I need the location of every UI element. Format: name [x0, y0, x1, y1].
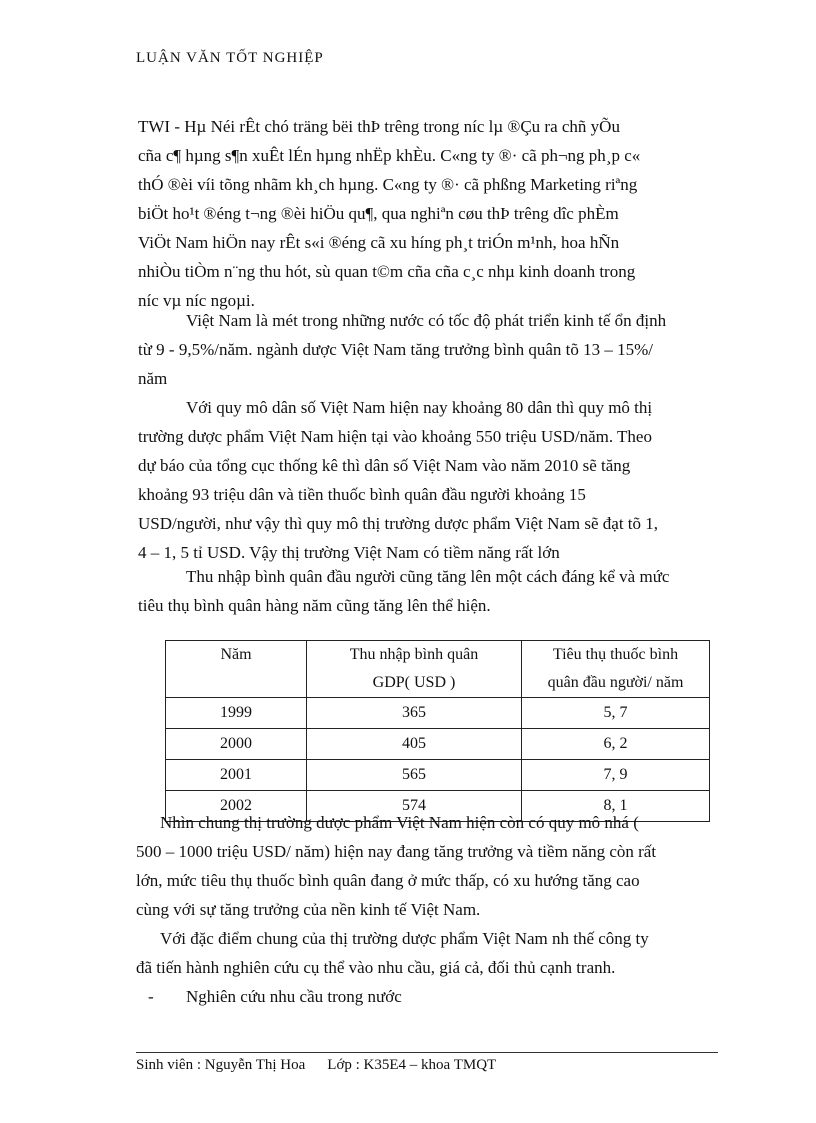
- paragraph-line: Thu nhập bình quân đầu người cũng tăng lên một cách đáng kể và mức: [186, 567, 670, 586]
- table-cell-income: 405: [307, 729, 522, 760]
- table-header-text: Tiêu thụ thuốc bình: [552, 646, 679, 663]
- footer-student: Sinh viên : Nguyễn Thị Hoa: [136, 1057, 306, 1073]
- table-cell-consumption: 5, 7: [522, 698, 710, 729]
- table-header-text: GDP( USD ): [372, 674, 456, 691]
- table-row: [166, 698, 710, 729]
- paragraph-line: cña c¶ hµng s¶n xuÊt lÉn hµng nhËp khÈu. C«ng ty ®· cã ph¬ng ph¸p c«: [138, 146, 641, 165]
- footer-divider: [136, 1052, 718, 1053]
- paragraph-line: nhiÒu tiÒm n¨ng thu hót, sù quan t©m cña cña c¸c nhµ kinh doanh trong: [138, 262, 636, 281]
- paragraph-line: Với quy mô dân số Việt Nam hiện nay khoảng 80 dân thì quy mô thị: [186, 398, 653, 417]
- paragraph-line: đã tiến hành nghiên cứu cụ thể vào nhu cầu, giá cả, đối thủ cạnh tranh.: [136, 958, 616, 977]
- table-header-text: quân đầu người/ năm: [547, 674, 684, 691]
- table-header-year: [166, 641, 307, 698]
- paragraph-line: ViÖt Nam hiÖn nay rÊt s«i ®éng cã xu híng ph¸t triÓn m¹nh, hoa hÑn: [138, 233, 620, 252]
- page-header-title: LUẬN VĂN TỐT NGHIỆP: [136, 50, 324, 66]
- footer-class: Lớp : K35E4 – khoa TMQT: [327, 1057, 497, 1073]
- paragraph-line: TWI - Hµ Néi rÊt chó träng bëi thÞ trêng trong níc lµ ®Çu ra chñ yÕu: [138, 117, 620, 136]
- table-cell-year: 1999: [166, 698, 307, 729]
- paragraph-line: cùng với sự tăng trưởng của nền kinh tế Việt Nam.: [136, 900, 481, 919]
- paragraph-line: khoảng 93 triệu dân và tiền thuốc bình quân đầu người khoảng 15: [138, 485, 586, 504]
- paragraph-line: thÓ ®èi víi tõng nhãm kh¸ch hµng. C«ng ty ®· cã phßng Marketing riªng: [138, 175, 638, 194]
- page-footer: [136, 1057, 496, 1074]
- table-header-row: [166, 641, 710, 698]
- table-header-income: [307, 641, 522, 698]
- paragraph-income: [138, 562, 740, 620]
- table-row: [166, 729, 710, 760]
- table-header-text: Năm: [220, 646, 252, 663]
- table-cell-year: 2000: [166, 729, 307, 760]
- paragraph-line: biÖt ho¹t ®éng t¬ng ®èi hiÖu qu¶, qua nghiªn cøu thÞ trêng dîc phÈm: [138, 204, 619, 223]
- paragraph-line: níc vµ níc ngoµi.: [138, 291, 255, 310]
- paragraph-line: Nhìn chung thị trường dược phẩm Việt Nam hiện còn có quy mô nhá (: [160, 813, 639, 832]
- paragraph-line: 4 – 1, 5 tỉ USD. Vậy thị trường Việt Nam có tiềm năng rất lớn: [138, 543, 560, 562]
- table-cell-income: 365: [307, 698, 522, 729]
- paragraph-line: USD/người, như vậy thì quy mô thị trường dược phẩm Việt Nam sẽ đạt tõ 1,: [138, 514, 659, 533]
- table-header-consumption: [522, 641, 710, 698]
- income-consumption-table: [165, 640, 710, 822]
- paragraph-line: dự báo của tổng cục thống kê thì dân số Việt Nam vào năm 2010 sẽ tăng: [138, 456, 631, 475]
- table-cell-consumption: 6, 2: [522, 729, 710, 760]
- paragraph-growth-rate: [138, 306, 740, 393]
- paragraph-line: từ 9 - 9,5%/năm. ngành dược Việt Nam tăng trưởng bình quân tõ 13 – 15%/: [138, 340, 654, 359]
- paragraph-company-market: [138, 112, 740, 315]
- table-cell-income: 574: [307, 791, 522, 822]
- paragraph-market-overview: [136, 808, 738, 924]
- paragraph-line: 500 – 1000 triệu USD/ năm) hiện nay đang tăng trưởng và tiềm năng còn rất: [136, 842, 657, 861]
- paragraph-line: lớn, mức tiêu thụ thuốc bình quân đang ở mức thấp, có xu hướng tăng cao: [136, 871, 640, 890]
- paragraph-market-size: [138, 393, 740, 567]
- table-cell-income: 565: [307, 760, 522, 791]
- paragraph-research: [136, 924, 738, 982]
- bullet-text: Nghiên cứu nhu cầu trong nước: [186, 987, 402, 1006]
- table-row: [166, 760, 710, 791]
- paragraph-line: tiêu thụ bình quân hàng năm cũng tăng lên thể hiện.: [138, 596, 491, 615]
- paragraph-line: năm: [138, 369, 168, 388]
- paragraph-line: Với đặc điểm chung của thị trường dược phẩm Việt Nam nh thế công ty: [160, 929, 649, 948]
- table-cell-year: 2002: [166, 791, 307, 822]
- bullet-dash: -: [148, 987, 154, 1006]
- paragraph-line: trường dược phẩm Việt Nam hiện tại vào khoảng 550 triệu USD/năm. Theo: [138, 427, 652, 446]
- table-header-text: Thu nhập bình quân: [349, 646, 479, 663]
- paragraph-line: Việt Nam là mét trong những nước có tốc độ phát triển kinh tế ổn định: [186, 311, 667, 330]
- table-cell-consumption: 8, 1: [522, 791, 710, 822]
- table-cell-year: 2001: [166, 760, 307, 791]
- bullet-item: [148, 982, 750, 1011]
- table-cell-consumption: 7, 9: [522, 760, 710, 791]
